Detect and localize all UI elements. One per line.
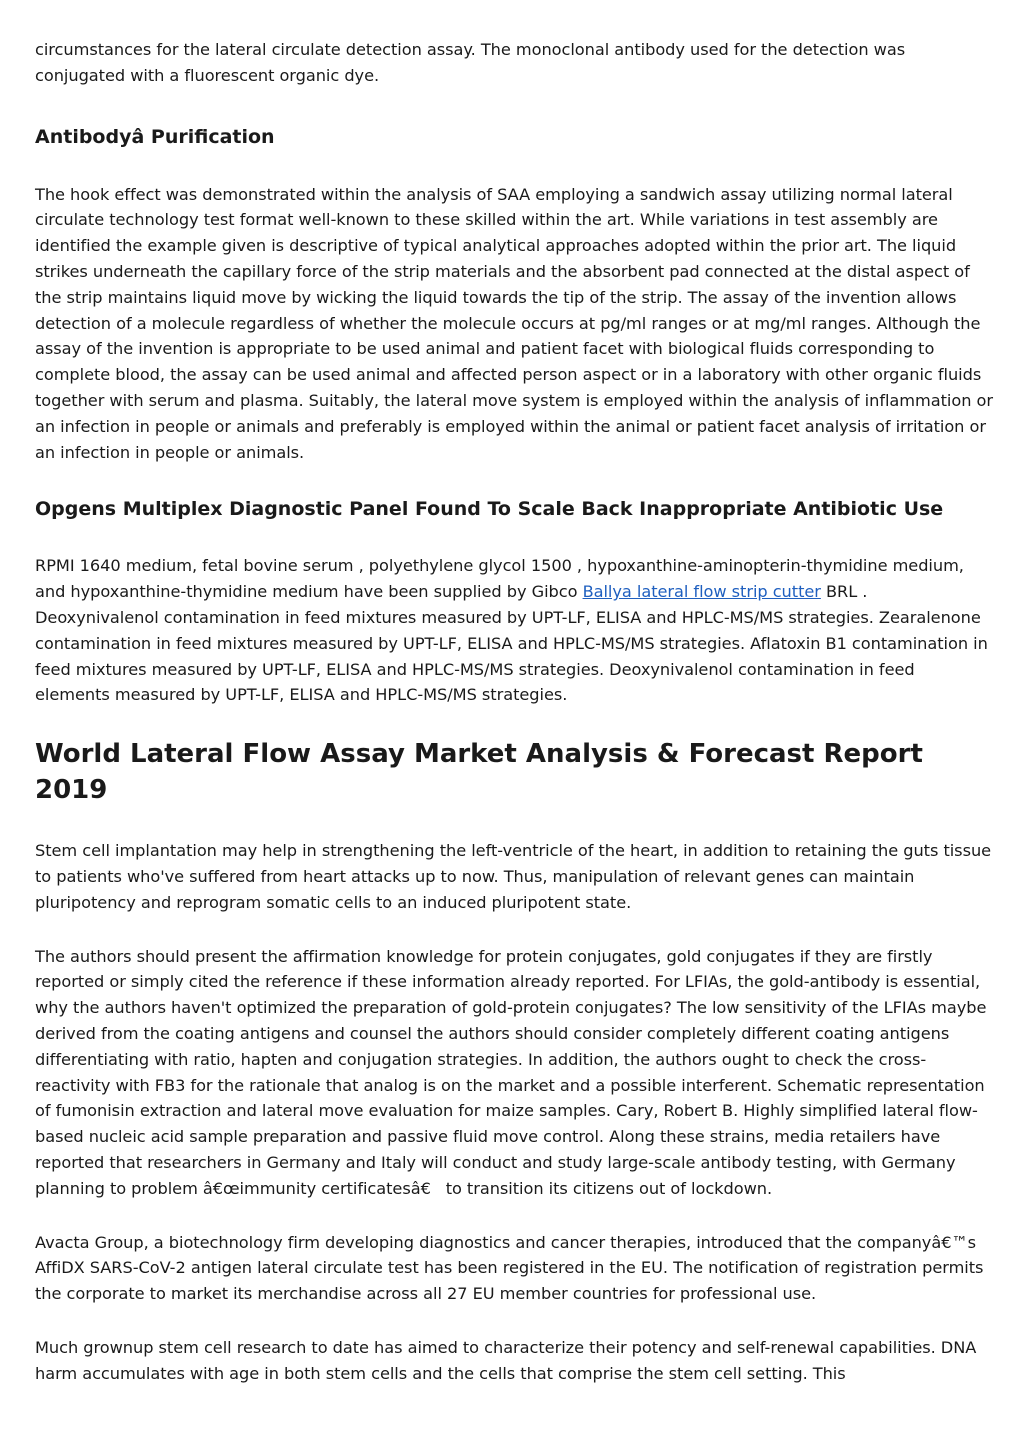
paragraph-rpmi-medium: [35, 553, 994, 708]
paragraph-authors-conjugates: The authors should present the affirmation knowledge for protein conjugates, gold conjugates if they are firstly reported or simply cited the reference if these information already reported. For LFIAs, the gold-antibody is essential, why the authors haven't optimized the preparation of gold-protein conjugates? The low sensitivity of the LFIAs maybe derived from the coating antigens and counsel the authors should consider completely different coating antigens differentiating with ratio, hapten and conjugation strategies. In addition, the authors ought to check the cross-reactivity with FB3 for the rationale that analog is on the market and a possible interferent. Schematic representation of fumonisin extraction and lateral move evaluation for maize samples. Cary, Robert B. Highly simplified lateral flow-based nucleic acid sample preparation and passive fluid move control. Along these strains, media retailers have reported that researchers in Germany and Italy will conduct and study large-scale antibody testing, with Germany planning to problem â€œimmunity certificatesâ€ to transition its citizens out of lockdown.: [35, 946, 987, 1198]
heading-antibody-purification: Antibodyâ Purification: [35, 125, 275, 148]
paragraph-grownup-stem-cell: Much grownup stem cell research to date has aimed to characterize their potency and self-renewal capabilities. DNA harm accumulates with age in both stem cells and the cells that comprise the stem cell setting. This: [35, 1337, 977, 1383]
heading-world-market-report: World Lateral Flow Assay Market Analysis & Forecast Report 2019: [35, 739, 923, 806]
rpmi-text-after: BRL . Deoxynivalenol contamination in feed mixtures measured by UPT-LF, ELISA and HPLC-MS/MS strategies. Zearalenone contamination in feed mixtures measured by UPT-LF, ELISA and HPLC-MS/MS strategies. Aflatoxin B1 contamination in feed mixtures measured by UPT-LF, ELISA and HPLC-MS/MS strategies. Deoxynivalenol contamination in feed elements measured by UPT-LF, ELISA and HPLC-MS/MS strategies.: [35, 582, 988, 705]
rpmi-text-before: RPMI 1640 medium, fetal bovine serum , polyethylene glycol 1500 , hypoxanthine-aminopterin-thymidine medium, and hypoxanthine-thymidine medium have been supplied by Gibco: [35, 556, 964, 602]
heading-opgens-panel: Opgens Multiplex Diagnostic Panel Found To Scale Back Inappropriate Antibiotic Use: [35, 498, 944, 521]
paragraph-avacta-group: Avacta Group, a biotechnology firm developing diagnostics and cancer therapies, introduced that the companyâ€™s AffiDX SARS-CoV-2 antigen lateral circulate test has been registered in the EU. The notification of registration permits the corporate to market its merchandise across all 27 EU member countries for professional use.: [35, 1232, 984, 1304]
paragraph-intro: circumstances for the lateral circulate detection assay. The monoclonal antibody used for the detection was conjugated with a fluorescent organic dye.: [35, 40, 906, 85]
lateral-flow-strip-cutter-link[interactable]: Ballya lateral flow strip cutter: [582, 582, 821, 602]
paragraph-hook-effect: The hook effect was demonstrated within the analysis of SAA employing a sandwich assay utilizing normal lateral circulate technology test format well-known to these skilled within the art. While variations in test assembly are identified the example given is descriptive of typical analytical approaches adopted within the prior art. The liquid strikes underneath the capillary force of the strip materials and the absorbent pad connected at the distal aspect of the strip maintains liquid move by wicking the liquid towards the tip of the strip. The assay of the invention allows detection of a molecule regardless of whether the molecule occurs at pg/ml ranges or at mg/ml ranges. Although the assay of the invention is appropriate to be used animal and patient facet with biological fluids corresponding to complete blood, the assay can be used animal and affected person aspect or in a laboratory with other organic fluids together with serum and plasma. Suitably, the lateral move system is employed within the analysis of inflammation or an infection in people or animals and preferably is employed within the animal or patient facet analysis of irritation or an infection in people or animals.: [35, 184, 993, 462]
paragraph-stem-cell-implantation: Stem cell implantation may help in strengthening the left-ventricle of the heart, in addition to retaining the guts tissue to patients who've suffered from heart attacks up to now. Thus, manipulation of relevant genes can maintain pluripotency and reprogram somatic cells to an induced pluripotent state.: [35, 841, 992, 912]
